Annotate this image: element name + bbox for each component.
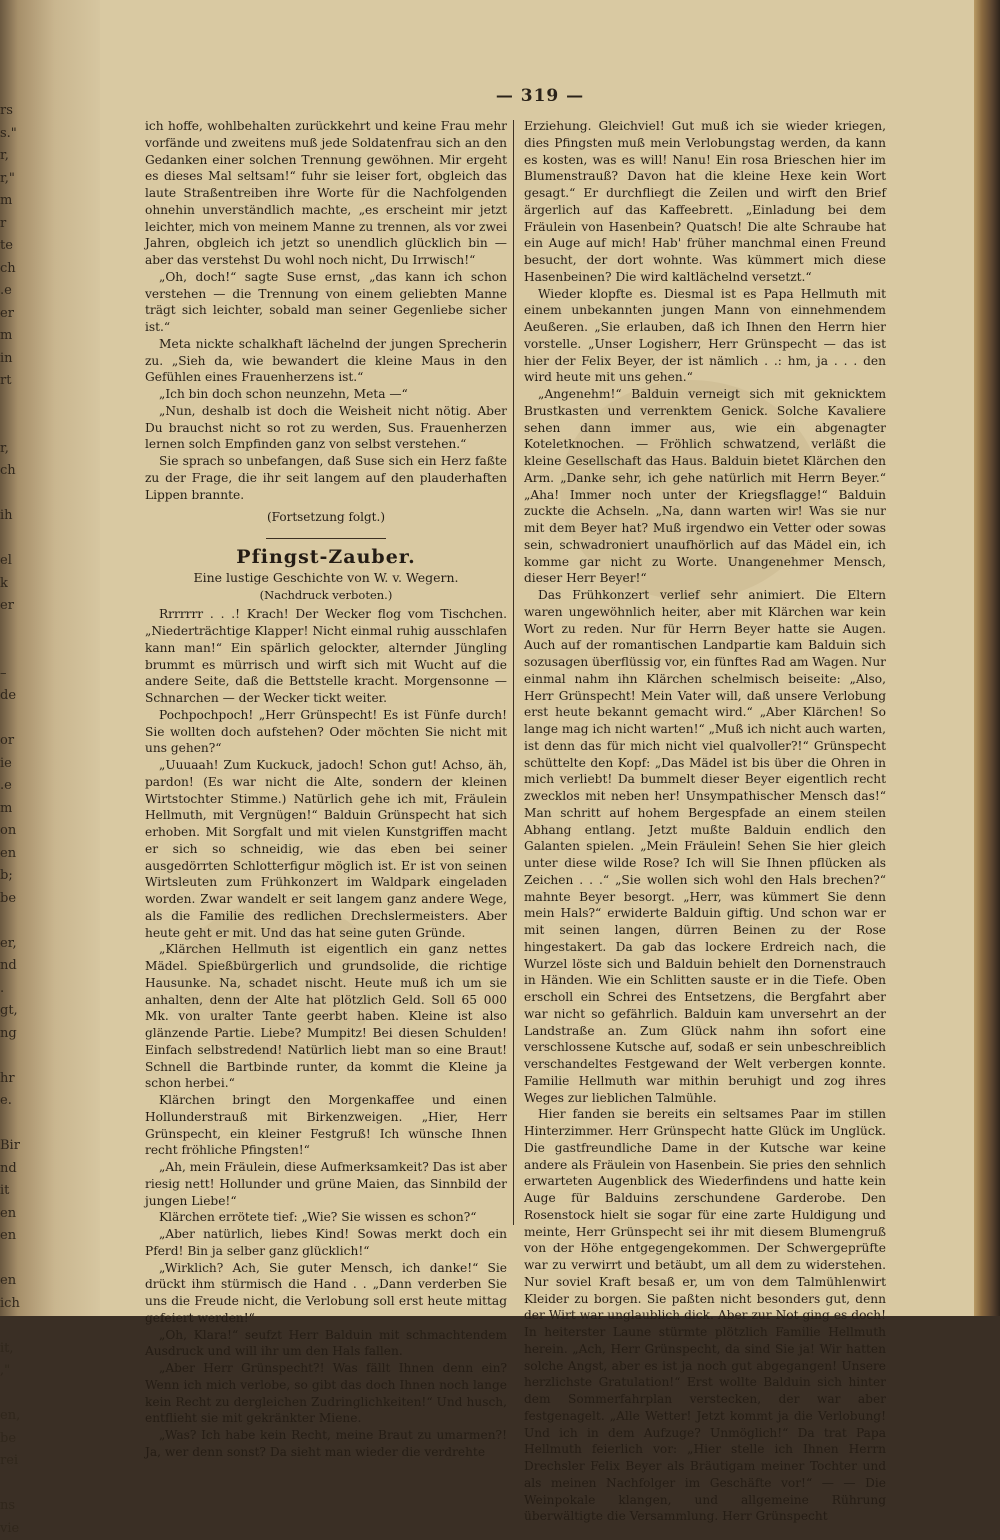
- paragraph: „Klärchen Hellmuth ist eigentlich ein ganz nettes Mädel. Spießbürgerlich und grundsolide, die richtige Hausunke. Na, schadet nischt. Heute muß ich um sie anhalten, denn der Alte hat plötzlich Geld. Soll 65 000 Mk. von uralter Tante geerbt haben. Kleine ist also glänzende Partie. Liebe? Mumpitz! Bei diesen Schulden! Einfach selbstredend! Natürlich liebt man so eine Braut! Schnell die Bartbinde runter, da kommt die Kleine ja schon herbei.“: [145, 942, 507, 1091]
- paragraph: „Oh, doch!“ sagte Suse ernst, „das kann ich schon verstehen — die Trennung von einem geliebten Manne trägt sich leichter, sobald man seiner Gegenliebe sicher ist.“: [145, 269, 507, 334]
- paragraph: Das Frühkonzert verlief sehr animiert. Die Eltern waren ungewöhnlich heiter, aber mit Klärchen war kein Wort zu reden. Nur für Herrn Beyer hatte sie Augen. Auch auf der romantischen Landpartie kam Balduin sich sozusagen überflüssig vor, ein fünftes Rad am Wagen. Nur einmal nahm ihn Klärchen schelmisch beiseite: „Also, Herr Grünspecht! Mein Vater will, daß unsere Verlobung erst heute bekannt gemacht wird.“ „Aber Klärchen! So lange mag ich nicht warten!“ „Muß ich nicht auch warten, ist denn das für mich nicht viel qualvoller?!“ Grünspecht schüttelte den Kopf: „Das Mädel ist bis über die Ohren in mich verliebt! Da bummelt dieser Beyer eigentlich recht zwecklos mit neben her! Unsympathischer Mensch das!“ Man schritt auf hohem Bergespfade an einem steilen Abhang entlang. Jetzt mußte Balduin endlich den Galanten spielen. „Mein Fräulein! Sehen Sie hier gleich unter diese wilde Rose? Ich will Sie Ihnen pflücken als Zeichen . . .“ „Sie wollen sich wohl den Hals brechen?“ mahnte Beyer besorgt. „Herr, was kümmert Sie denn mein Hals?“ erwiderte Balduin giftig. Und schon war er mit seinen langen, dürren Beinen zu der Rose hingestakert. Da gab das lockere Erdreich nach, die Wurzel löste sich und Balduin behielt den Dornenstrauch in Händen. Wie ein Schlitten sauste er in die Tiefe. Oben erscholl ein Schrei des Entsetzens, die Bergfahrt aber war nicht so gefährlich. Balduin kam unversehrt an der Landstraße an. Zum Glück nahm ihn sofort eine verschlossene Kutsche auf, sodaß er sein unbeschreiblich verschandeltes Festgewand der Welt verbergen konnte. Familie Hellmuth war mithin beruhigt und zog ihres Weges zur lieblichen Talmühle.: [524, 588, 886, 1105]
- paragraph: Sie sprach so unbefangen, daß Suse sich ein Herz faßte zu der Frage, die ihr seit langem auf den plauderhaften Lippen brannte.: [145, 454, 507, 502]
- paragraph: „Uuuaah! Zum Kuckuck, jadoch! Schon gut! Achso, äh, pardon! (Es war nicht die Alte, sondern der kleinen Wirtstochter Stimme.) Natürlich gehe ich mit, Fräulein Hellmuth, mit Vergnügen!“ Balduin Grünspecht hat sich erhoben. Mit Sorgfalt und mit vielen Kunstgriffen macht er sich so schneidig, wie das eben bei seiner ausgedörrten Schlotterfigur möglich ist. Er ist von seinen Wirtsleuten zum Frühkonzert im Waldpark eingeladen worden. Zwar wandelt er seit langem ganz andere Wege, als die Familie des redlichen Drechslermeisters. Aber heute geht er mit. Und das hat seine guten Gründe.: [145, 758, 507, 940]
- continuation-note: (Fortsetzung folgt.): [267, 510, 385, 525]
- paragraph: „Nun, deshalb ist doch die Weisheit nicht nötig. Aber Du brauchst nicht so rot zu werden, Sus. Frauenherzen lernen solch Empfinden ganz von selbst verstehen.“: [145, 403, 507, 452]
- paragraph: „Ich bin doch schon neunzehn, Meta —“: [159, 387, 408, 401]
- column-divider: [513, 120, 514, 1225]
- previous-page-fragments: rs s." r, r," m r te ch .e er m in rt r, ch ih el k er – de or ie .e m on en b; be er, nd . gt, ng hr e. Bir nd it en en en ich it, ," en, be rei ns vie: [0, 103, 21, 1536]
- book-gutter: [0, 0, 100, 1536]
- story-subtitle: Eine lustige Geschichte von W. v. Wegern.: [193, 569, 459, 585]
- paragraph: Klärchen errötete tief: „Wie? Sie wissen es schon?“: [159, 1210, 477, 1225]
- paragraph: ich hoffe, wohlbehalten zurückkehrt und keine Frau mehr vorfände und zweitens muß jede Soldatenfrau sich an den Gedanken einer solchen Trennung gewöhnen. Mir ergeht es dieses Mal seltsam!“ fuhr sie leiser fort, obgleich das laute Straßentreiben ihre Worte für die Nachfolgenden ohnehin unverständlich machte, „es erscheint mir jetzt leichter, mich von meinem Manne zu trennen, als vor zwei Jahren, obgleich ich jetzt so unendlich glücklich bin — aber das verstehst Du wohl noch nicht, Du Irrwisch!“: [145, 119, 507, 267]
- paragraph: „Oh, Klara!“ seufzt Herr Balduin mit schmachtendem Ausdruck und will ihr um den Hals fallen.: [145, 1327, 507, 1359]
- section-rule: [266, 538, 386, 539]
- left-column: [145, 118, 507, 1461]
- book-edge: [974, 0, 1000, 1316]
- reprint-notice: (Nachdruck verboten.): [259, 587, 393, 602]
- paragraph: Erziehung. Gleichviel! Gut muß ich sie wieder kriegen, dies Pfingsten muß mein Verlobungstag werden, da kann es kosten, was es will! Nanu! Ein rosa Brieschen hier im Blumenstrauß? Davon hat die kleine Hexe kein Wort gesagt.“ Er durchfliegt die Zeilen und wirft den Brief ärgerlich auf das Kaffeebrett. „Einladung bei dem Fräulein von Hasenbein? Quatsch! Die alte Schraube hat ein Auge auf mich! Hab' früher manchmal einen Freund besucht, der dort wohnte. Was kümmert mich diese Hasenbeinen? Die wird kaltlächelnd versetzt.“: [524, 119, 886, 284]
- paragraph: Klärchen bringt den Morgenkaffee und einen Hollunderstrauß mit Birkenzweigen. „Hier, Herr Grünspecht, ein kleiner Festgruß! Ich wünsche Ihnen recht fröhliche Pfingsten!“: [145, 1093, 507, 1158]
- paragraph: „Aber natürlich, liebes Kind! Sowas merkt doch ein Pferd! Bin ja selber ganz glücklich!“: [145, 1227, 507, 1258]
- paragraph: „Wirklich? Ach, Sie guter Mensch, ich danke!“ Sie drückt ihm stürmisch die Hand . . „Dann verderben Sie uns die Freude nicht, die Verlobung soll erst heute mittag gefeiert werden!“: [145, 1260, 507, 1325]
- paragraph: „Ah, mein Fräulein, diese Aufmerksamkeit? Das ist aber riesig nett! Hollunder und grüne Maien, das Sinnbild der jungen Liebe!“: [145, 1160, 507, 1208]
- paragraph: Rrrrrrr . . .! Krach! Der Wecker flog vom Tischchen. „Niederträchtige Klapper! Nicht einmal ruhig ausschlafen kann man!“ Ein spärlich gelockter, alternder Jüngling brummt es mürrisch und wirft sich mit Wucht auf die andere Seite, daß die Bettstelle kracht. Morgensonne — Schnarchen — der Wecker tickt weiter.: [145, 607, 507, 705]
- page-number: — 319 —: [495, 86, 585, 106]
- paragraph: „Was? Ich habe kein Recht, meine Braut zu umarmen?! Ja, wer denn sonst? Da sieht man wieder die verdrehte: [145, 1428, 507, 1459]
- paragraph: Pochpochpoch! „Herr Grünspecht! Es ist Fünfe durch! Sie wollten doch aufstehen? Oder möchten Sie nicht mit uns gehen?“: [145, 707, 507, 756]
- paragraph: „Aber Herr Grünspecht?! Was fällt Ihnen denn ein? Wenn ich mich verlobe, so gibt das doch Ihnen noch lange kein Recht zu dergleichen Zudringlichkeiten!“ Und husch, entflieht sie mit gekränkter Miene.: [145, 1361, 507, 1426]
- paragraph: „Angenehm!“ Balduin verneigt sich mit geknicktem Brustkasten und verrenktem Genick. Solche Kavaliere sehen dann immer aus, wie ein abgenagter Koteletknochen. — Fröhlich schwatzend, verläßt die kleine Gesellschaft das Haus. Balduin bietet Klärchen den Arm. „Danke sehr, ich gehe natürlich mit Herrn Beyer.“ „Aha! Immer noch unter der Kriegsflagge!“ Balduin zuckte die Achseln. „Na, dann warten wir! Was sie nur mit dem Beyer hat? Muß irgendwo ein Vetter oder sowas sein, schwadroniert unaufhörlich auf das Mädel ein, ich komme gar nicht zu Worte. Unangenehmer Mensch, dieser Herr Beyer!“: [524, 387, 886, 586]
- paragraph: Meta nickte schalkhaft lächelnd der jungen Sprecherin zu. „Sieh da, wie bewandert die kleine Maus in den Gefühlen eines Frauenherzens ist.“: [145, 336, 507, 385]
- story-title: Pfingst-Zauber.: [236, 546, 416, 568]
- right-column: [524, 118, 886, 1525]
- paragraph: Wieder klopfte es. Diesmal ist es Papa Hellmuth mit einem unbekannten jungen Mann von einnehmendem Aeußeren. „Sie erlauben, daß ich Ihnen den Herrn hier vorstelle. „Unser Logisherr, Herr Grünspecht — das ist hier der Felix Beyer, der ist nämlich . .: hm, ja . . . den wird heute mit uns gehen.“: [524, 286, 886, 385]
- newspaper-page: [105, 70, 975, 1524]
- paragraph: Hier fanden sie bereits ein seltsames Paar im stillen Hinterzimmer. Herr Grünspecht hatte Glück im Unglück. Die gastfreundliche Dame in der Kutsche war keine andere als Fräulein von Hasenbein. Sie pries den sehnlich erwarteten Augenblick des Wiederfindens und hatte kein Auge für Balduins zerschundene Garderobe. Den Rosenstock hielt sie sogar für eine zarte Huldigung und meinte, Herr Grünspecht sei ihr mit diesem Blumengruß von der Höhe entgegengekommen. Der Schwergeprüfte war zu verwirrt und betäubt, um all dem zu widerstehen. Nur soviel Kraft besaß er, um von dem Talmühlenwirt Kleider zu borgen. Sie paßten nicht besonders gut, denn der Wirt war unglaublich dick. Aber zur Not ging es doch! In heiterster Laune stürmte plötzlich Familie Hellmuth herein. „Ach, Herr Grünspecht, da sind Sie ja! Wir hatten solche Angst, aber es ist ja noch gut abgegangen! Unsere herzlichste Gratulation!“ Erst wollte Balduin sich hinter dem Sommerfahrplan verstecken, der war aber festgenagelt. „Alle Wetter! Jetzt kommt ja die Verlobung! Und ich in dem Aufzuge? Unmöglich!“ Da trat Papa Hellmuth feierlich vor: „Hier stelle ich Ihnen Herrn Drechsler Felix Beyer als Bräutigam meiner Tochter und als meinen Nachfolger im Geschäfte vor!“ — — Die Weinpokale klangen, und allgemeine Rührung überwältigte die Versammlung. Herr Grünspecht: [524, 1107, 886, 1524]
